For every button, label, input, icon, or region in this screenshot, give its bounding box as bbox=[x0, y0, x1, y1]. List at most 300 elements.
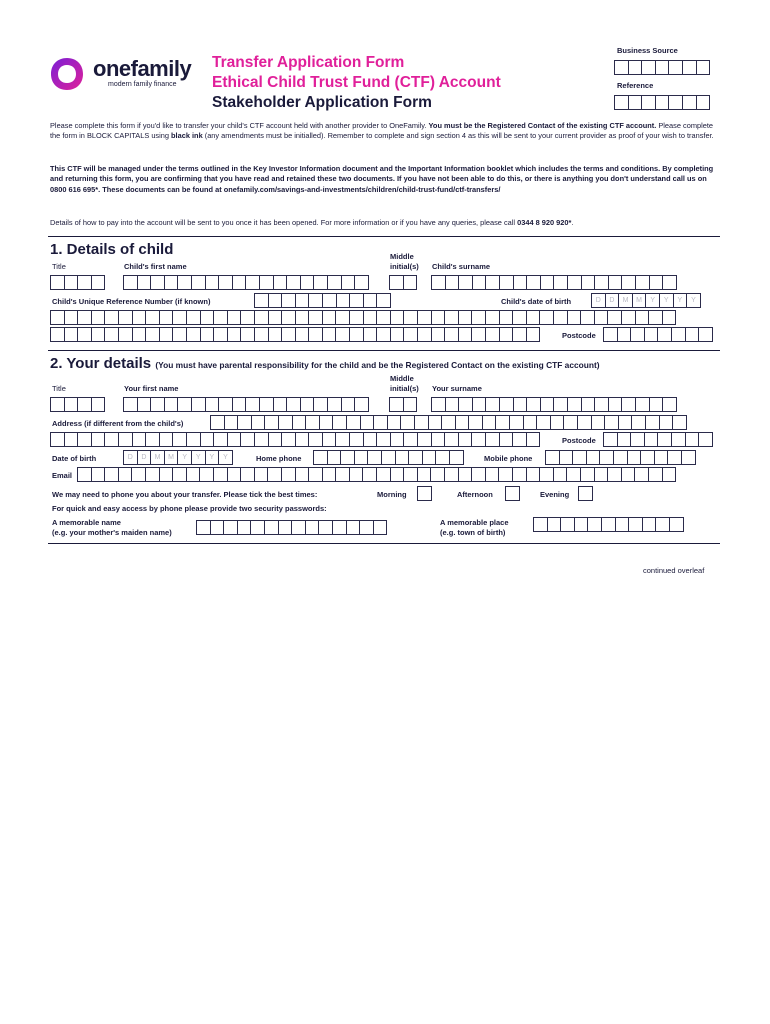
character-box[interactable] bbox=[186, 432, 201, 447]
character-box[interactable] bbox=[580, 310, 595, 325]
character-box[interactable] bbox=[572, 450, 587, 465]
character-box[interactable] bbox=[445, 275, 460, 290]
afternoon-checkbox[interactable] bbox=[505, 486, 520, 501]
character-box[interactable] bbox=[617, 327, 632, 342]
character-box[interactable] bbox=[349, 467, 364, 482]
character-box[interactable] bbox=[614, 60, 629, 75]
character-box[interactable] bbox=[441, 415, 456, 430]
character-box[interactable] bbox=[553, 310, 568, 325]
character-box[interactable] bbox=[104, 327, 119, 342]
character-box[interactable] bbox=[318, 520, 333, 535]
character-box[interactable] bbox=[346, 520, 361, 535]
character-box[interactable] bbox=[485, 310, 500, 325]
evening-checkbox[interactable] bbox=[578, 486, 593, 501]
character-box[interactable] bbox=[319, 415, 334, 430]
character-box[interactable] bbox=[563, 415, 578, 430]
character-box[interactable] bbox=[458, 432, 473, 447]
character-box[interactable] bbox=[403, 310, 418, 325]
character-box[interactable] bbox=[322, 310, 337, 325]
character-box[interactable] bbox=[613, 450, 628, 465]
character-box[interactable] bbox=[354, 450, 369, 465]
character-box[interactable] bbox=[696, 60, 711, 75]
character-box[interactable] bbox=[390, 310, 405, 325]
character-box[interactable] bbox=[567, 275, 582, 290]
character-box[interactable] bbox=[550, 415, 565, 430]
character-box[interactable] bbox=[164, 397, 179, 412]
child-dob-field[interactable] bbox=[591, 293, 700, 308]
character-box[interactable] bbox=[254, 293, 269, 308]
character-box[interactable] bbox=[698, 327, 713, 342]
character-box[interactable] bbox=[389, 397, 404, 412]
character-box[interactable] bbox=[237, 520, 252, 535]
character-box[interactable] bbox=[389, 275, 404, 290]
character-box[interactable] bbox=[526, 310, 541, 325]
your-address-line1[interactable] bbox=[210, 415, 686, 430]
character-box[interactable] bbox=[621, 310, 636, 325]
character-box[interactable] bbox=[662, 467, 677, 482]
character-box[interactable] bbox=[640, 450, 655, 465]
character-box[interactable] bbox=[295, 432, 310, 447]
character-box[interactable]: Y bbox=[673, 293, 688, 308]
character-box[interactable] bbox=[431, 397, 446, 412]
character-box[interactable] bbox=[587, 517, 602, 532]
character-box[interactable] bbox=[376, 327, 391, 342]
character-box[interactable] bbox=[273, 275, 288, 290]
character-box[interactable] bbox=[213, 432, 228, 447]
character-box[interactable] bbox=[132, 310, 147, 325]
character-box[interactable] bbox=[577, 415, 592, 430]
character-box[interactable] bbox=[526, 327, 541, 342]
character-box[interactable] bbox=[286, 275, 301, 290]
character-box[interactable] bbox=[403, 432, 418, 447]
character-box[interactable] bbox=[164, 275, 179, 290]
character-box[interactable] bbox=[559, 450, 574, 465]
character-box[interactable] bbox=[513, 275, 528, 290]
character-box[interactable] bbox=[431, 310, 446, 325]
character-box[interactable] bbox=[196, 520, 211, 535]
character-box[interactable] bbox=[540, 397, 555, 412]
character-box[interactable] bbox=[223, 520, 238, 535]
character-box[interactable] bbox=[77, 467, 92, 482]
character-box[interactable] bbox=[224, 415, 239, 430]
character-box[interactable] bbox=[159, 432, 174, 447]
character-box[interactable] bbox=[200, 327, 215, 342]
character-box[interactable] bbox=[553, 397, 568, 412]
character-box[interactable] bbox=[268, 310, 283, 325]
character-box[interactable] bbox=[335, 432, 350, 447]
character-box[interactable] bbox=[200, 310, 215, 325]
character-box[interactable] bbox=[373, 520, 388, 535]
character-box[interactable] bbox=[354, 397, 369, 412]
home-phone-field[interactable] bbox=[313, 450, 463, 465]
character-box[interactable] bbox=[682, 95, 697, 110]
character-box[interactable] bbox=[628, 60, 643, 75]
memorable-place-field[interactable] bbox=[533, 517, 683, 532]
character-box[interactable] bbox=[327, 397, 342, 412]
character-box[interactable] bbox=[444, 310, 459, 325]
character-box[interactable] bbox=[472, 275, 487, 290]
character-box[interactable] bbox=[305, 520, 320, 535]
character-box[interactable] bbox=[630, 432, 645, 447]
character-box[interactable] bbox=[408, 450, 423, 465]
character-box[interactable] bbox=[240, 432, 255, 447]
character-box[interactable] bbox=[376, 310, 391, 325]
character-box[interactable] bbox=[210, 520, 225, 535]
character-box[interactable] bbox=[545, 450, 560, 465]
character-box[interactable] bbox=[308, 293, 323, 308]
character-box[interactable] bbox=[645, 415, 660, 430]
character-box[interactable] bbox=[237, 415, 252, 430]
character-box[interactable] bbox=[444, 327, 459, 342]
character-box[interactable] bbox=[594, 275, 609, 290]
your-middle-initial-field[interactable] bbox=[389, 397, 416, 412]
character-box[interactable] bbox=[278, 520, 293, 535]
your-dob-field[interactable] bbox=[123, 450, 232, 465]
character-box[interactable] bbox=[300, 397, 315, 412]
character-box[interactable]: M bbox=[164, 450, 179, 465]
child-first-name-field[interactable] bbox=[123, 275, 368, 290]
character-box[interactable] bbox=[259, 275, 274, 290]
character-box[interactable] bbox=[132, 432, 147, 447]
character-box[interactable] bbox=[471, 467, 486, 482]
character-box[interactable] bbox=[250, 520, 265, 535]
character-box[interactable] bbox=[390, 467, 405, 482]
character-box[interactable] bbox=[295, 467, 310, 482]
character-box[interactable] bbox=[295, 293, 310, 308]
character-box[interactable] bbox=[240, 467, 255, 482]
character-box[interactable] bbox=[199, 467, 214, 482]
character-box[interactable] bbox=[435, 450, 450, 465]
character-box[interactable] bbox=[50, 327, 65, 342]
character-box[interactable] bbox=[191, 275, 206, 290]
character-box[interactable] bbox=[628, 95, 643, 110]
character-box[interactable]: D bbox=[591, 293, 606, 308]
character-box[interactable] bbox=[159, 467, 174, 482]
character-box[interactable] bbox=[172, 432, 187, 447]
character-box[interactable] bbox=[662, 275, 677, 290]
character-box[interactable] bbox=[567, 397, 582, 412]
character-box[interactable] bbox=[485, 467, 500, 482]
character-box[interactable] bbox=[403, 327, 418, 342]
character-box[interactable] bbox=[227, 467, 242, 482]
character-box[interactable] bbox=[376, 293, 391, 308]
character-box[interactable] bbox=[603, 327, 618, 342]
character-box[interactable]: Y bbox=[218, 450, 233, 465]
character-box[interactable] bbox=[137, 397, 152, 412]
character-box[interactable] bbox=[485, 397, 500, 412]
character-box[interactable] bbox=[327, 450, 342, 465]
your-surname-field[interactable] bbox=[431, 397, 676, 412]
character-box[interactable] bbox=[50, 397, 65, 412]
character-box[interactable] bbox=[395, 450, 410, 465]
character-box[interactable] bbox=[363, 310, 378, 325]
character-box[interactable] bbox=[172, 467, 187, 482]
character-box[interactable] bbox=[145, 327, 160, 342]
character-box[interactable] bbox=[210, 415, 225, 430]
character-box[interactable] bbox=[634, 467, 649, 482]
character-box[interactable] bbox=[635, 275, 650, 290]
character-box[interactable] bbox=[586, 450, 601, 465]
character-box[interactable] bbox=[648, 310, 663, 325]
character-box[interactable] bbox=[267, 467, 282, 482]
character-box[interactable] bbox=[381, 450, 396, 465]
character-box[interactable]: Y bbox=[659, 293, 674, 308]
character-box[interactable] bbox=[91, 310, 106, 325]
character-box[interactable] bbox=[445, 397, 460, 412]
character-box[interactable] bbox=[313, 397, 328, 412]
character-box[interactable] bbox=[123, 397, 138, 412]
character-box[interactable] bbox=[659, 415, 674, 430]
character-box[interactable] bbox=[599, 450, 614, 465]
character-box[interactable] bbox=[281, 467, 296, 482]
character-box[interactable] bbox=[91, 467, 106, 482]
character-box[interactable] bbox=[240, 327, 255, 342]
character-box[interactable] bbox=[308, 467, 323, 482]
character-box[interactable] bbox=[698, 432, 713, 447]
character-box[interactable] bbox=[685, 432, 700, 447]
character-box[interactable] bbox=[91, 432, 106, 447]
character-box[interactable] bbox=[308, 310, 323, 325]
character-box[interactable] bbox=[431, 432, 446, 447]
character-box[interactable] bbox=[444, 467, 459, 482]
character-box[interactable] bbox=[523, 415, 538, 430]
character-box[interactable] bbox=[335, 467, 350, 482]
character-box[interactable] bbox=[291, 520, 306, 535]
character-box[interactable] bbox=[417, 467, 432, 482]
character-box[interactable] bbox=[349, 432, 364, 447]
character-box[interactable] bbox=[668, 95, 683, 110]
character-box[interactable] bbox=[560, 517, 575, 532]
character-box[interactable] bbox=[278, 415, 293, 430]
character-box[interactable] bbox=[145, 432, 160, 447]
character-box[interactable] bbox=[335, 310, 350, 325]
character-box[interactable] bbox=[513, 397, 528, 412]
character-box[interactable] bbox=[137, 275, 152, 290]
character-box[interactable] bbox=[360, 415, 375, 430]
character-box[interactable] bbox=[132, 327, 147, 342]
character-box[interactable] bbox=[390, 432, 405, 447]
character-box[interactable] bbox=[354, 275, 369, 290]
character-box[interactable] bbox=[268, 327, 283, 342]
character-box[interactable] bbox=[363, 432, 378, 447]
character-box[interactable] bbox=[422, 450, 437, 465]
character-box[interactable] bbox=[574, 517, 589, 532]
character-box[interactable] bbox=[77, 275, 92, 290]
character-box[interactable] bbox=[77, 397, 92, 412]
character-box[interactable] bbox=[213, 327, 228, 342]
character-box[interactable] bbox=[227, 327, 242, 342]
character-box[interactable] bbox=[281, 432, 296, 447]
character-box[interactable] bbox=[417, 327, 432, 342]
character-box[interactable] bbox=[485, 432, 500, 447]
character-box[interactable] bbox=[118, 432, 133, 447]
character-box[interactable] bbox=[655, 517, 670, 532]
character-box[interactable] bbox=[273, 397, 288, 412]
character-box[interactable] bbox=[642, 517, 657, 532]
character-box[interactable] bbox=[512, 310, 527, 325]
character-box[interactable]: Y bbox=[177, 450, 192, 465]
character-box[interactable] bbox=[213, 310, 228, 325]
character-box[interactable] bbox=[332, 520, 347, 535]
character-box[interactable] bbox=[327, 275, 342, 290]
character-box[interactable] bbox=[468, 415, 483, 430]
character-box[interactable] bbox=[644, 432, 659, 447]
character-box[interactable] bbox=[547, 517, 562, 532]
character-box[interactable] bbox=[608, 397, 623, 412]
character-box[interactable] bbox=[630, 327, 645, 342]
character-box[interactable] bbox=[512, 467, 527, 482]
character-box[interactable] bbox=[295, 327, 310, 342]
child-title-field[interactable] bbox=[50, 275, 104, 290]
character-box[interactable] bbox=[349, 310, 364, 325]
character-box[interactable] bbox=[268, 293, 283, 308]
character-box[interactable] bbox=[64, 327, 79, 342]
character-box[interactable] bbox=[499, 432, 514, 447]
character-box[interactable] bbox=[104, 432, 119, 447]
character-box[interactable] bbox=[245, 397, 260, 412]
character-box[interactable] bbox=[295, 310, 310, 325]
character-box[interactable] bbox=[603, 432, 618, 447]
child-address-line1[interactable] bbox=[50, 310, 675, 325]
character-box[interactable] bbox=[649, 397, 664, 412]
character-box[interactable] bbox=[635, 397, 650, 412]
character-box[interactable] bbox=[533, 517, 548, 532]
character-box[interactable] bbox=[499, 327, 514, 342]
character-box[interactable] bbox=[313, 275, 328, 290]
character-box[interactable] bbox=[641, 95, 656, 110]
character-box[interactable] bbox=[627, 450, 642, 465]
character-box[interactable] bbox=[671, 432, 686, 447]
character-box[interactable] bbox=[539, 467, 554, 482]
character-box[interactable] bbox=[431, 327, 446, 342]
character-box[interactable] bbox=[526, 432, 541, 447]
character-box[interactable] bbox=[580, 467, 595, 482]
character-box[interactable] bbox=[186, 467, 201, 482]
character-box[interactable]: M bbox=[618, 293, 633, 308]
character-box[interactable] bbox=[64, 432, 79, 447]
character-box[interactable] bbox=[403, 397, 418, 412]
your-first-name-field[interactable] bbox=[123, 397, 368, 412]
character-box[interactable] bbox=[631, 415, 646, 430]
character-box[interactable] bbox=[340, 450, 355, 465]
memorable-name-field[interactable] bbox=[196, 520, 386, 535]
character-box[interactable] bbox=[77, 327, 92, 342]
character-box[interactable] bbox=[498, 467, 513, 482]
character-box[interactable] bbox=[431, 275, 446, 290]
character-box[interactable] bbox=[455, 415, 470, 430]
character-box[interactable] bbox=[341, 397, 356, 412]
character-box[interactable]: Y bbox=[645, 293, 660, 308]
character-box[interactable] bbox=[376, 467, 391, 482]
character-box[interactable] bbox=[118, 467, 133, 482]
character-box[interactable] bbox=[336, 293, 351, 308]
character-box[interactable] bbox=[177, 397, 192, 412]
character-box[interactable] bbox=[499, 310, 514, 325]
character-box[interactable] bbox=[50, 275, 65, 290]
your-postcode-field[interactable] bbox=[603, 432, 712, 447]
character-box[interactable] bbox=[607, 310, 622, 325]
character-box[interactable] bbox=[594, 397, 609, 412]
character-box[interactable] bbox=[485, 275, 500, 290]
character-box[interactable] bbox=[123, 275, 138, 290]
character-box[interactable] bbox=[232, 397, 247, 412]
character-box[interactable] bbox=[159, 327, 174, 342]
child-surname-field[interactable] bbox=[431, 275, 676, 290]
character-box[interactable] bbox=[172, 327, 187, 342]
character-box[interactable] bbox=[145, 310, 160, 325]
character-box[interactable] bbox=[376, 432, 391, 447]
character-box[interactable] bbox=[186, 327, 201, 342]
character-box[interactable] bbox=[259, 397, 274, 412]
character-box[interactable] bbox=[322, 432, 337, 447]
character-box[interactable] bbox=[349, 327, 364, 342]
character-box[interactable]: M bbox=[150, 450, 165, 465]
character-box[interactable] bbox=[509, 415, 524, 430]
character-box[interactable] bbox=[512, 432, 527, 447]
character-box[interactable] bbox=[667, 450, 682, 465]
character-box[interactable] bbox=[150, 397, 165, 412]
character-box[interactable] bbox=[64, 275, 79, 290]
character-box[interactable] bbox=[662, 397, 677, 412]
character-box[interactable] bbox=[417, 432, 432, 447]
character-box[interactable] bbox=[628, 517, 643, 532]
character-box[interactable] bbox=[145, 467, 160, 482]
character-box[interactable] bbox=[240, 310, 255, 325]
character-box[interactable] bbox=[414, 415, 429, 430]
child-postcode-field[interactable] bbox=[603, 327, 712, 342]
character-box[interactable] bbox=[566, 467, 581, 482]
character-box[interactable] bbox=[91, 275, 106, 290]
character-box[interactable] bbox=[607, 467, 622, 482]
character-box[interactable] bbox=[64, 310, 79, 325]
character-box[interactable] bbox=[281, 310, 296, 325]
character-box[interactable] bbox=[617, 432, 632, 447]
character-box[interactable] bbox=[644, 327, 659, 342]
character-box[interactable] bbox=[218, 397, 233, 412]
character-box[interactable] bbox=[471, 432, 486, 447]
character-box[interactable] bbox=[654, 450, 669, 465]
character-box[interactable] bbox=[526, 397, 541, 412]
character-box[interactable] bbox=[91, 327, 106, 342]
character-box[interactable] bbox=[254, 310, 269, 325]
character-box[interactable] bbox=[591, 415, 606, 430]
character-box[interactable] bbox=[118, 327, 133, 342]
character-box[interactable] bbox=[349, 293, 364, 308]
character-box[interactable] bbox=[300, 275, 315, 290]
character-box[interactable]: D bbox=[137, 450, 152, 465]
character-box[interactable] bbox=[621, 467, 636, 482]
character-box[interactable] bbox=[400, 415, 415, 430]
character-box[interactable] bbox=[335, 327, 350, 342]
character-box[interactable] bbox=[359, 520, 374, 535]
character-box[interactable] bbox=[64, 397, 79, 412]
character-box[interactable] bbox=[159, 310, 174, 325]
character-box[interactable] bbox=[553, 275, 568, 290]
character-box[interactable] bbox=[621, 397, 636, 412]
character-box[interactable] bbox=[50, 310, 65, 325]
character-box[interactable] bbox=[604, 415, 619, 430]
character-box[interactable] bbox=[305, 415, 320, 430]
character-box[interactable] bbox=[594, 310, 609, 325]
character-box[interactable] bbox=[232, 275, 247, 290]
character-box[interactable] bbox=[553, 467, 568, 482]
character-box[interactable] bbox=[657, 432, 672, 447]
character-box[interactable] bbox=[512, 327, 527, 342]
character-box[interactable]: Y bbox=[191, 450, 206, 465]
character-box[interactable] bbox=[373, 415, 388, 430]
character-box[interactable] bbox=[655, 95, 670, 110]
character-box[interactable] bbox=[363, 327, 378, 342]
